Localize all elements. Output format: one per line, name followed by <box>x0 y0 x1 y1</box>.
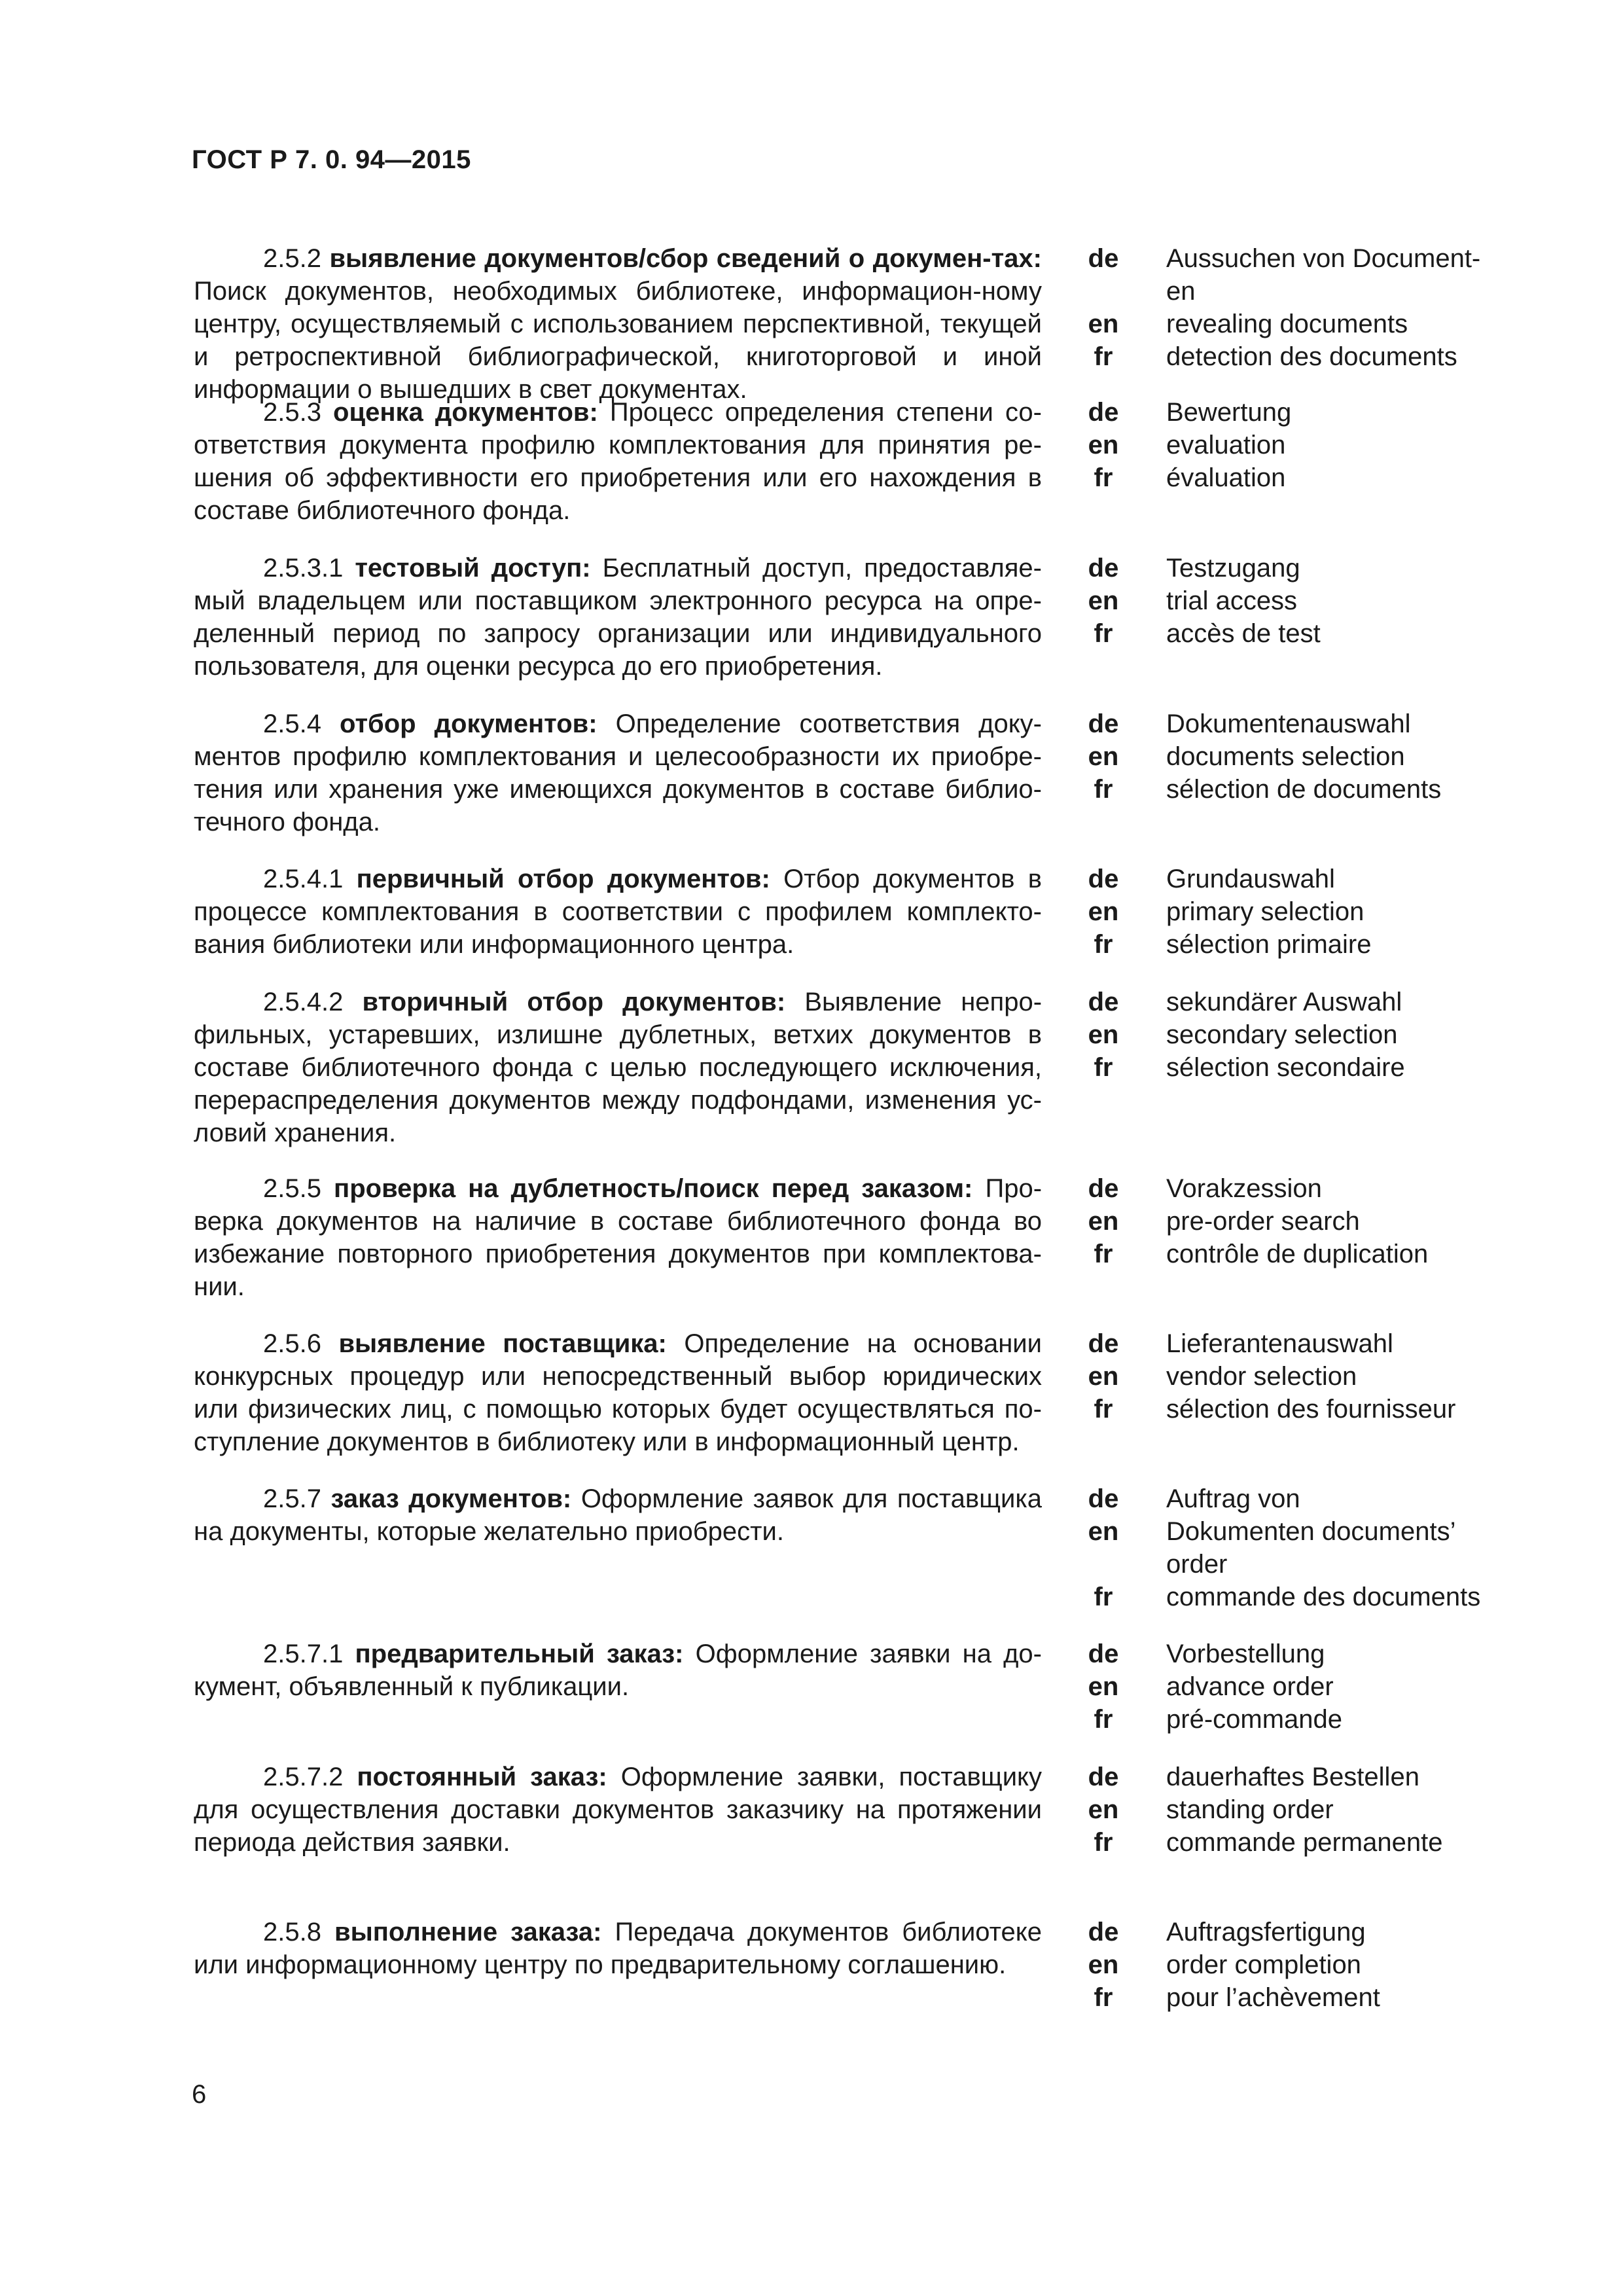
foreign-term: accès de test <box>1166 619 1321 648</box>
entry-number: 2.5.3.1 <box>263 554 344 583</box>
entry-term: заказ документов: <box>330 1484 572 1513</box>
foreign-term: advance order <box>1166 1672 1334 1701</box>
foreign-term: contrôle de duplication <box>1166 1240 1429 1268</box>
foreign-term: sélection primaire <box>1166 930 1372 959</box>
entry-definition-block <box>194 396 1042 527</box>
language-code: de <box>1088 1640 1119 1668</box>
foreign-term: sekundärer Auswahl <box>1166 988 1402 1016</box>
entry-number: 2.5.5 <box>263 1174 321 1203</box>
entry-definition-block <box>194 1916 1042 1981</box>
language-code: en <box>1088 897 1119 926</box>
foreign-terms <box>1166 1327 1520 1426</box>
foreign-term: sélection des fournisseur <box>1166 1395 1456 1424</box>
language-code: de <box>1088 988 1119 1016</box>
language-codes <box>1071 863 1136 961</box>
language-code: en <box>1088 1020 1119 1049</box>
entry-definition-block <box>194 1327 1042 1458</box>
foreign-term: primary selection <box>1166 897 1364 926</box>
language-code: fr <box>1094 342 1113 371</box>
language-code: fr <box>1094 1395 1113 1424</box>
foreign-term: order <box>1166 1550 1228 1579</box>
entry-definition: Выявление непро-фильных, устаревших, излишне дублетных, ветхих документов в составе библиотечного фонда с целью последующего исключения, перераспределения документов между подфондами, изменения ус-ловий хранения. <box>194 988 1043 1147</box>
entry-term: проверка на дублетность/поиск перед заказом: <box>334 1174 973 1203</box>
foreign-term: order completion <box>1166 1950 1361 1979</box>
foreign-term: pré-commande <box>1166 1705 1343 1734</box>
language-code: en <box>1088 742 1119 771</box>
foreign-term: sélection de documents <box>1166 775 1442 804</box>
language-code: en <box>1088 1672 1119 1701</box>
foreign-terms <box>1166 396 1520 494</box>
entry-term: вторичный отбор документов: <box>362 988 786 1016</box>
language-code: en <box>1088 1207 1119 1236</box>
page-number: 6 <box>192 2080 207 2109</box>
entry-definition: Оформление заявки на до-кумент, объявленный к публикации. <box>194 1640 1042 1701</box>
foreign-term: evaluation <box>1166 431 1286 459</box>
language-code: fr <box>1094 463 1113 492</box>
entry-definition: Определение соответствия доку-ментов профилю комплектования и целесообразности их приобре-тения или хранения уже имеющихся документов в составе библио-течного фонда. <box>194 709 1042 836</box>
language-code: de <box>1088 1174 1119 1203</box>
entry-number: 2.5.7 <box>263 1484 321 1513</box>
language-code: fr <box>1094 1053 1113 1082</box>
entry-definition-block <box>194 1761 1042 1859</box>
foreign-term: évaluation <box>1166 463 1286 492</box>
foreign-term: Vorbestellung <box>1166 1640 1325 1668</box>
foreign-term: standing order <box>1166 1795 1334 1824</box>
foreign-term: sélection secondaire <box>1166 1053 1405 1082</box>
foreign-terms <box>1166 986 1520 1084</box>
language-code: de <box>1088 554 1119 583</box>
language-code: de <box>1088 1329 1119 1358</box>
entry-number: 2.5.4 <box>263 709 321 738</box>
foreign-terms <box>1166 863 1520 961</box>
standard-header: ГОСТ Р 7. 0. 94—2015 <box>192 145 471 174</box>
language-codes <box>1071 1482 1136 1613</box>
entry-term: первичный отбор документов: <box>356 865 770 893</box>
entry-definition: Отбор документов в процессе комплектования в соответствии с профилем комплекто-вания библиотеки или информационного центра. <box>194 865 1042 959</box>
language-codes <box>1071 708 1136 806</box>
entry-definition-block <box>194 1482 1042 1548</box>
foreign-term: Grundauswahl <box>1166 865 1335 893</box>
entry-number: 2.5.4.1 <box>263 865 344 893</box>
foreign-term: Dokumenten documents’ <box>1166 1517 1456 1546</box>
entry-definition-block <box>194 1172 1042 1303</box>
entry-definition: Бесплатный доступ, предоставляе-мый владельцем или поставщиком электронного ресурса на опре-деленный период по запросу организации или индивидуального пользователя, для оценки ресурса до его приобретения. <box>194 554 1042 681</box>
language-code: de <box>1088 1484 1119 1513</box>
foreign-terms <box>1166 1761 1520 1859</box>
foreign-term: secondary selection <box>1166 1020 1398 1049</box>
entry-definition: Оформление заявок для поставщика на документы, которые желательно приобрести. <box>194 1484 1042 1546</box>
foreign-term: Testzugang <box>1166 554 1300 583</box>
language-code: de <box>1088 709 1119 738</box>
entry-definition: Поиск документов, необходимых библиотеке, информацион-ному центру, осуществляемый с использованием перспективной, текущей и ретроспективной библиографической, книготорговой и иной информации о вышедших в свет документах. <box>194 277 1042 404</box>
language-code: de <box>1088 1763 1119 1791</box>
entry-definition: Определение на основании конкурсных процедур или непосредственный выбор юридических или физических лиц, с помощью которых будет осуществляться по-ступление документов в библиотеку или в информационный центр. <box>194 1329 1042 1456</box>
foreign-terms <box>1166 708 1520 806</box>
foreign-term: Dokumentenauswahl <box>1166 709 1411 738</box>
entry-number: 2.5.4.2 <box>263 988 344 1016</box>
entry-definition-block <box>194 863 1042 961</box>
entry-definition-block <box>194 1638 1042 1703</box>
foreign-term: Lieferantenauswahl <box>1166 1329 1393 1358</box>
language-codes <box>1071 1761 1136 1859</box>
entry-term: выявление поставщика: <box>338 1329 667 1358</box>
foreign-terms <box>1166 552 1520 650</box>
entry-number: 2.5.2 <box>263 244 321 273</box>
foreign-terms <box>1166 1482 1520 1613</box>
entry-number: 2.5.6 <box>263 1329 321 1358</box>
foreign-term: detection des documents <box>1166 342 1457 371</box>
foreign-term: Auftrag von <box>1166 1484 1300 1513</box>
language-codes <box>1071 1916 1136 2014</box>
foreign-term: Aussuchen von Document- <box>1166 244 1481 273</box>
language-code: fr <box>1094 1583 1113 1611</box>
foreign-term: en <box>1166 277 1196 306</box>
entry-definition: Процесс определения степени со-ответствия документа профилю комплектования для принятия ре-шения об эффективности его приобретения или его нахождения в составе библиотечного фонда. <box>194 398 1042 525</box>
foreign-term: trial access <box>1166 586 1298 615</box>
foreign-term: dauerhaftes Bestellen <box>1166 1763 1419 1791</box>
language-code: en <box>1088 1950 1119 1979</box>
entry-term: тестовый доступ: <box>355 554 591 583</box>
language-code: fr <box>1094 619 1113 648</box>
foreign-term: documents selection <box>1166 742 1405 771</box>
language-code: en <box>1088 431 1119 459</box>
language-code: fr <box>1094 930 1113 959</box>
language-code: de <box>1088 398 1119 427</box>
foreign-terms <box>1166 1638 1520 1736</box>
language-code: de <box>1088 865 1119 893</box>
foreign-term: commande des documents <box>1166 1583 1481 1611</box>
language-code: en <box>1088 1362 1119 1391</box>
entry-term: выполнение заказа: <box>334 1918 602 1946</box>
language-code: fr <box>1094 1828 1113 1857</box>
language-code: en <box>1088 1795 1119 1824</box>
language-code: de <box>1088 244 1119 273</box>
foreign-term: revealing documents <box>1166 310 1408 338</box>
language-code: en <box>1088 586 1119 615</box>
language-code: en <box>1088 310 1119 338</box>
entry-term: отбор документов: <box>340 709 597 738</box>
entry-term: предварительный заказ: <box>355 1640 684 1668</box>
foreign-term: pour l’achèvement <box>1166 1983 1380 2012</box>
language-codes <box>1071 1172 1136 1270</box>
language-code: fr <box>1094 1705 1113 1734</box>
entry-number: 2.5.8 <box>263 1918 321 1946</box>
entry-definition: Про-верка документов на наличие в составе библиотечного фонда во избежание повторного приобретения документов при комплектова-нии. <box>194 1174 1043 1301</box>
language-code <box>1071 275 1136 308</box>
foreign-term: pre-order search <box>1166 1207 1360 1236</box>
entry-definition-block <box>194 552 1042 683</box>
foreign-term: vendor selection <box>1166 1362 1357 1391</box>
entry-definition-block <box>194 242 1042 406</box>
entry-number: 2.5.7.1 <box>263 1640 344 1668</box>
entry-definition-block <box>194 986 1042 1149</box>
entry-number: 2.5.7.2 <box>263 1763 344 1791</box>
language-code: fr <box>1094 1983 1113 2012</box>
language-codes <box>1071 396 1136 494</box>
language-code: fr <box>1094 775 1113 804</box>
language-codes <box>1071 1327 1136 1426</box>
entry-definition-block <box>194 708 1042 838</box>
foreign-term: Auftragsfertigung <box>1166 1918 1366 1946</box>
foreign-term: Bewertung <box>1166 398 1292 427</box>
language-code <box>1071 1548 1136 1581</box>
foreign-terms <box>1166 1172 1520 1270</box>
entry-number: 2.5.3 <box>263 398 321 427</box>
entry-term: постоянный заказ: <box>357 1763 607 1791</box>
entry-term: выявление документов/сбор сведений о докумен-тах: <box>329 244 1042 273</box>
entry-term: оценка документов: <box>333 398 598 427</box>
language-code: en <box>1088 1517 1119 1546</box>
foreign-term: commande permanente <box>1166 1828 1443 1857</box>
foreign-terms <box>1166 1916 1520 2014</box>
language-code: fr <box>1094 1240 1113 1268</box>
entry-definition: Передача документов библиотеке или информационному центру по предварительному соглашению. <box>194 1918 1042 1979</box>
language-codes <box>1071 552 1136 650</box>
entry-definition: Оформление заявки, поставщику для осуществления доставки документов заказчику на протяжении периода действия заявки. <box>194 1763 1042 1857</box>
language-code: de <box>1088 1918 1119 1946</box>
language-codes <box>1071 1638 1136 1736</box>
foreign-term: Vorakzession <box>1166 1174 1322 1203</box>
language-codes <box>1071 986 1136 1084</box>
language-codes <box>1071 242 1136 373</box>
foreign-terms <box>1166 242 1520 373</box>
